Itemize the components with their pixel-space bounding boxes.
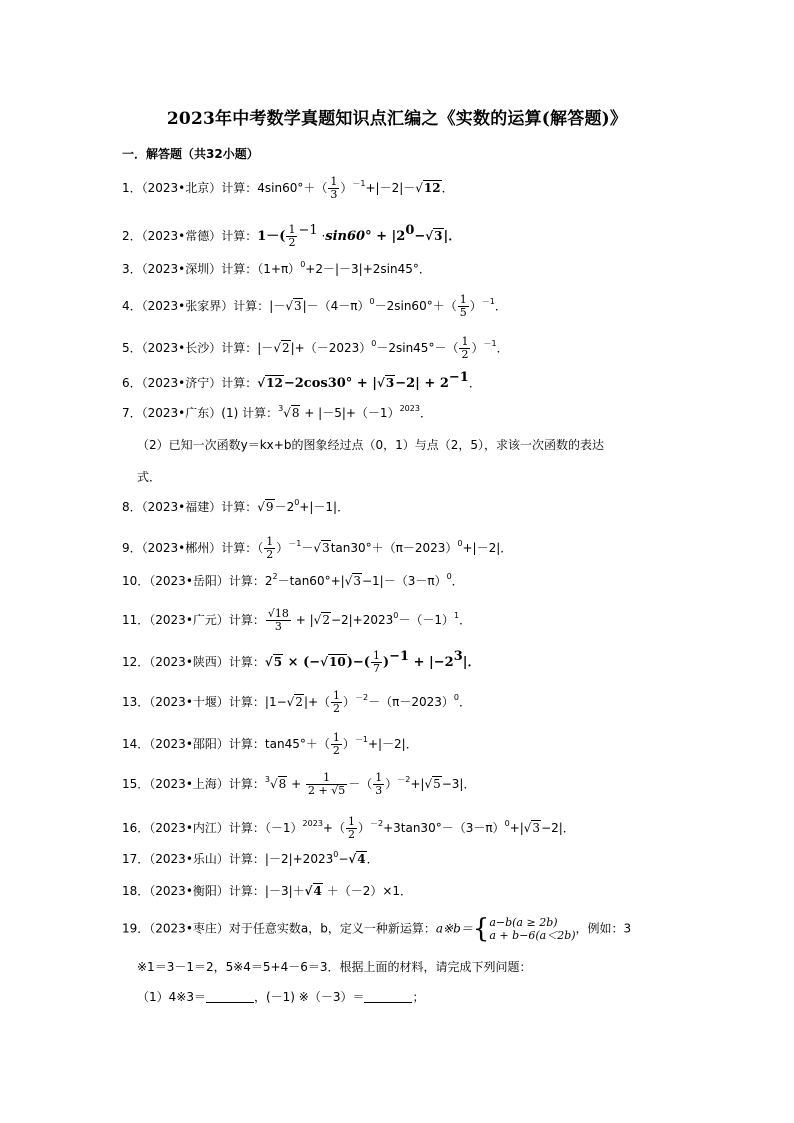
fraction: $\frac{1}{2}$ — [461, 335, 469, 361]
problem-6: 6．（2023•济宁）计算：$√12-2\cos 30^\circ + |√3-2| + 2^{-1}$． — [122, 370, 481, 391]
fraction: $\frac{1}{2 + √5}$ — [307, 771, 346, 797]
sqrt: √3 — [313, 541, 330, 555]
sqrt: √12 — [415, 181, 441, 195]
fraction: $\frac{1}{3}$ — [330, 175, 338, 201]
sqrt: √3 — [344, 574, 361, 588]
problem-10: 10．（2023•岳阳）计算：$2^2-\tan 60^\circ+|√3-1|-(3-\pi)^0$． — [122, 572, 464, 588]
cube-root: √8 — [270, 777, 287, 791]
problem-15: 15．（2023•上海）计算：$^3$√8 + $\frac{1}{2 + √5}$ －（ $\frac{1}{3}$ ）$^{-2}$+|√5−3|． — [122, 771, 476, 797]
document-title: 2023年中考数学真题知识点汇编之《实数的运算(解答题)》 — [166, 109, 628, 129]
problem-7-part-2: （2）已知一次函数y＝kx+b的图象经过点（0，1）与点（2，5），求该一次函数的表达 — [137, 438, 605, 452]
fraction: $\frac{√18}{3}$ — [267, 607, 289, 633]
fraction: $\frac{1}{2}$ — [266, 535, 274, 561]
problem-8: 8．（2023•福建）计算：$√9-2^0+|-1|$． — [122, 498, 350, 514]
problem-7: 7．（2023•广东）(1) 计算：$^3√8 + |-5|+(-1)^{2023}$． — [122, 404, 432, 420]
answer-blank-1[interactable] — [206, 990, 254, 1003]
fraction: $\frac{1}{3}$ — [375, 771, 383, 797]
problem-12: 12．（2023•陕西）计算：√5 × (−√10)−( $\frac{1}{7}$ )$^{-1} + |-2^3|$． — [122, 649, 481, 675]
fraction: $\frac{1}{2}$ — [347, 815, 355, 841]
problem-19: 19．（2023•枣庄）对于任意实数a，b，定义一种新运算：a※b＝{ a−b(a ≥ 2b) a + b−6(a＜2b) ，例如：3 — [122, 914, 632, 944]
problem-3: 3．（2023•深圳）计算：$(1+\pi)^0+2-|-3|+2\sin 45^\circ$． — [122, 260, 431, 276]
cases-brace: { — [472, 914, 490, 944]
sqrt: √10 — [320, 655, 346, 669]
sqrt: √5 — [264, 655, 283, 669]
fraction: $\frac{1}{2}$ — [288, 223, 296, 249]
sqrt: √3 — [376, 376, 395, 390]
fraction: $\frac{1}{7}$ — [372, 649, 380, 675]
sqrt: √3 — [425, 229, 443, 243]
problem-19-line-3: （1）4※3＝ ，(－1) ※（－3）＝ ； — [137, 990, 425, 1004]
problem-4: 4．（2023•张家界）计算：$|-√3|-(4-\pi)^0-2\sin 60^\circ+$（ $\frac{1}{5}$ ）$^{-1}$． — [122, 293, 507, 319]
problem-5: 5．（2023•长沙）计算：$|-√2|+(-2023)^0-2\sin 45^\circ-$（ $\frac{1}{2}$ ）$^{-1}$． — [122, 335, 509, 361]
sqrt: √3 — [523, 821, 541, 835]
sqrt: √5 — [424, 777, 441, 791]
problem-13: 13．（2023•十堰）计算：|1−√2|+（ $\frac{1}{2}$ ）$^{-2}-(\pi-2023)^0$． — [122, 689, 472, 715]
problem-18: 18．（2023•衡阳）计算：|－3|＋√4 ＋（－2）×1． — [122, 884, 413, 898]
problem-19-line-2: ※1＝3－1＝2，5※4＝5+4－6＝3．根据上面的材料，请完成下列问题： — [137, 960, 532, 974]
problem-11: 11．（2023•广元）计算： $\frac{√18}{3}$ + $|√2-2|+2023^0-(-1)^1$． — [122, 607, 472, 633]
answer-blank-2[interactable] — [364, 990, 412, 1003]
problem-2: 2．（2023•常德）计算：1－( $\frac{1}{2}$ $^{-1} \cdot\sin 60^\circ + |2^0-√3|$． — [122, 223, 462, 249]
problem-17: 17．（2023•乐山）计算：$|-2|+2023^0-√4$． — [122, 850, 379, 866]
fraction: $\frac{1}{5}$ — [459, 293, 467, 319]
section-heading: 一．解答题（共32小题） — [122, 147, 259, 161]
sqrt: √2 — [273, 341, 290, 355]
sqrt: √2 — [313, 613, 330, 627]
problem-14: 14．（2023•邵阳）计算：tan45°＋（ $\frac{1}{2}$ ）$^{-1}$+|－2|． — [122, 731, 418, 757]
problem-9: 9．（2023•郴州）计算：（ $\frac{1}{2}$ ）$^{-1}-√3\tan 30^\circ+(\pi-2023)^0+|-2|$． — [122, 535, 513, 561]
problem-1: 1．（2023•北京）计算：4sin60°＋（ $\frac{1}{3}$ ）$^{-1}$+|－2|－√12． — [122, 175, 454, 201]
sqrt: √4 — [348, 852, 366, 866]
problem-7-part-2-cont: 式． — [137, 470, 162, 484]
sqrt: √12 — [257, 376, 283, 390]
sqrt: √3 — [285, 299, 302, 313]
fraction: $\frac{1}{2}$ — [332, 731, 340, 757]
sqrt: √2 — [286, 695, 303, 709]
problem-16: 16．（2023•内江）计算：$(-1)^{2023}+$（ $\frac{1}{2}$ ）$^{-2}+3\tan 30^\circ-(3-\pi)^0+|√3-2|$． — [122, 815, 575, 841]
cases: a−b(a ≥ 2b) a + b−6(a＜2b) — [489, 916, 576, 942]
fraction: $\frac{1}{2}$ — [333, 689, 341, 715]
sqrt: √9 — [257, 500, 274, 514]
cube-root: √8 — [283, 406, 300, 420]
sqrt: √4 — [304, 884, 322, 898]
